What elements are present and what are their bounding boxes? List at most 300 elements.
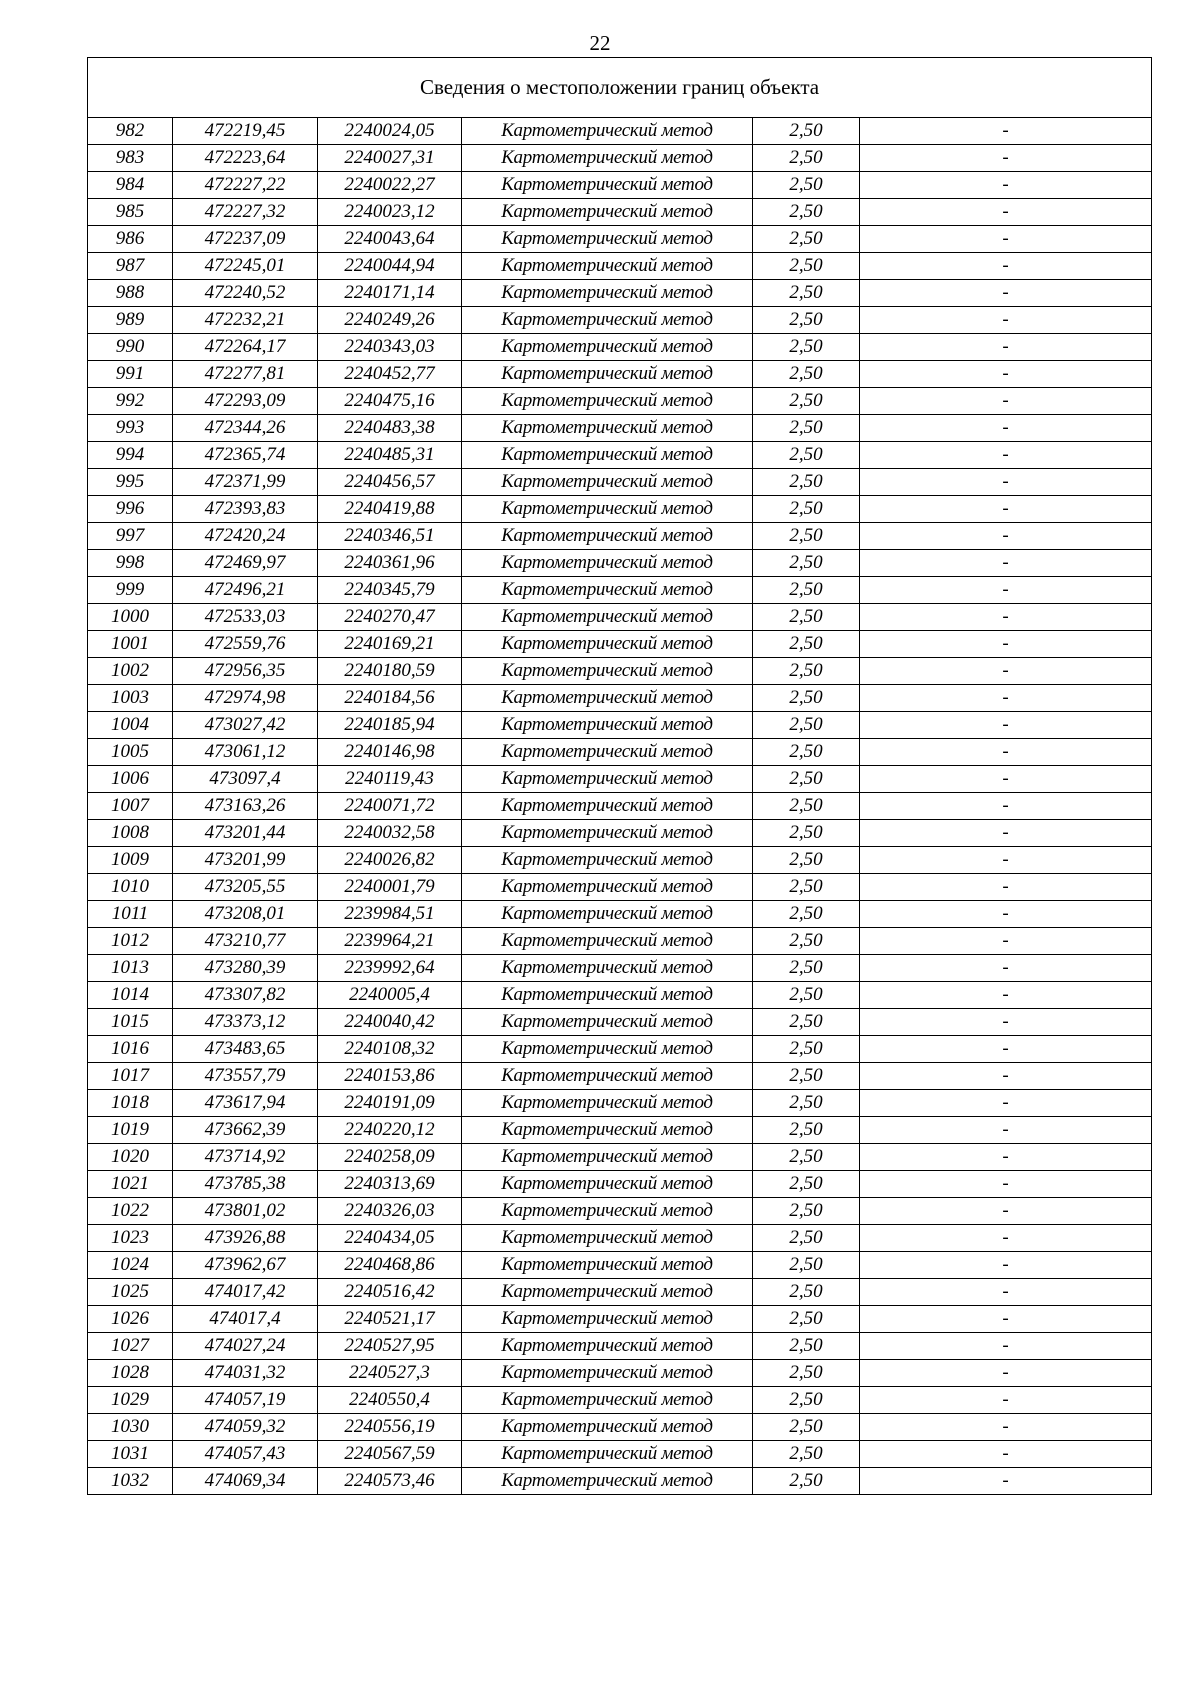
cell-coord-x: 473801,02 [173,1198,318,1225]
cell-coord-y: 2240005,4 [318,982,462,1009]
cell-accuracy: 2,50 [753,1225,860,1252]
cell-description: - [860,631,1152,658]
cell-accuracy: 2,50 [753,874,860,901]
cell-coord-y: 2240169,21 [318,631,462,658]
cell-point-number: 1006 [88,766,173,793]
cell-coord-x: 472974,98 [173,685,318,712]
cell-method: Картометрический метод [462,253,753,280]
table-row [88,442,1152,469]
cell-accuracy: 2,50 [753,469,860,496]
cell-point-number: 1032 [88,1468,173,1495]
cell-coord-y: 2240258,09 [318,1144,462,1171]
cell-description: - [860,496,1152,523]
cell-accuracy: 2,50 [753,1333,860,1360]
table-row [88,1144,1152,1171]
cell-coord-y: 2239984,51 [318,901,462,928]
cell-description: - [860,334,1152,361]
cell-point-number: 1011 [88,901,173,928]
cell-point-number: 988 [88,280,173,307]
cell-point-number: 994 [88,442,173,469]
cell-accuracy: 2,50 [753,1198,860,1225]
cell-coord-y: 2240220,12 [318,1117,462,1144]
cell-point-number: 984 [88,172,173,199]
cell-coord-x: 472219,45 [173,118,318,145]
cell-point-number: 1030 [88,1414,173,1441]
cell-method: Картометрический метод [462,172,753,199]
cell-accuracy: 2,50 [753,1252,860,1279]
cell-coord-x: 472277,81 [173,361,318,388]
cell-point-number: 1023 [88,1225,173,1252]
table-row [88,685,1152,712]
cell-accuracy: 2,50 [753,766,860,793]
cell-accuracy: 2,50 [753,901,860,928]
cell-description: - [860,1252,1152,1279]
cell-description: - [860,415,1152,442]
cell-accuracy: 2,50 [753,442,860,469]
cell-method: Картометрический метод [462,442,753,469]
cell-point-number: 1007 [88,793,173,820]
cell-description: - [860,1117,1152,1144]
cell-coord-x: 472365,74 [173,442,318,469]
cell-coord-y: 2240452,77 [318,361,462,388]
table-row [88,982,1152,1009]
cell-description: - [860,442,1152,469]
table-row [88,253,1152,280]
cell-point-number: 1012 [88,928,173,955]
cell-coord-x: 473617,94 [173,1090,318,1117]
cell-point-number: 990 [88,334,173,361]
cell-method: Картометрический метод [462,388,753,415]
cell-coord-y: 2240521,17 [318,1306,462,1333]
cell-coord-y: 2240044,94 [318,253,462,280]
cell-accuracy: 2,50 [753,523,860,550]
cell-coord-y: 2240043,64 [318,226,462,253]
table-row [88,1441,1152,1468]
cell-method: Картометрический метод [462,469,753,496]
cell-coord-x: 474057,43 [173,1441,318,1468]
table-row [88,874,1152,901]
cell-accuracy: 2,50 [753,955,860,982]
cell-accuracy: 2,50 [753,739,860,766]
cell-method: Картометрический метод [462,1225,753,1252]
cell-description: - [860,280,1152,307]
cell-coord-y: 2240024,05 [318,118,462,145]
cell-accuracy: 2,50 [753,1468,860,1495]
cell-method: Картометрический метод [462,361,753,388]
cell-accuracy: 2,50 [753,1144,860,1171]
cell-method: Картометрический метод [462,334,753,361]
cell-coord-x: 473280,39 [173,955,318,982]
cell-point-number: 1010 [88,874,173,901]
cell-point-number: 1024 [88,1252,173,1279]
table-row [88,1198,1152,1225]
table-row [88,1171,1152,1198]
cell-coord-y: 2240108,32 [318,1036,462,1063]
cell-method: Картометрический метод [462,1063,753,1090]
cell-method: Картометрический метод [462,145,753,172]
cell-method: Картометрический метод [462,496,753,523]
cell-coord-y: 2240071,72 [318,793,462,820]
cell-coord-y: 2240270,47 [318,604,462,631]
cell-method: Картометрический метод [462,415,753,442]
cell-description: - [860,685,1152,712]
cell-method: Картометрический метод [462,523,753,550]
cell-method: Картометрический метод [462,280,753,307]
cell-coord-y: 2240153,86 [318,1063,462,1090]
cell-coord-y: 2240032,58 [318,820,462,847]
cell-accuracy: 2,50 [753,280,860,307]
cell-accuracy: 2,50 [753,658,860,685]
table-row [88,1252,1152,1279]
cell-point-number: 1005 [88,739,173,766]
cell-description: - [860,658,1152,685]
cell-coord-y: 2240468,86 [318,1252,462,1279]
cell-description: - [860,1198,1152,1225]
cell-coord-x: 473027,42 [173,712,318,739]
table-row [88,523,1152,550]
cell-coord-x: 472237,09 [173,226,318,253]
cell-coord-y: 2240346,51 [318,523,462,550]
cell-accuracy: 2,50 [753,982,860,1009]
cell-coord-x: 474059,32 [173,1414,318,1441]
table-row [88,1333,1152,1360]
cell-description: - [860,1414,1152,1441]
cell-method: Картометрический метод [462,1468,753,1495]
cell-coord-y: 2240573,46 [318,1468,462,1495]
cell-coord-x: 473205,55 [173,874,318,901]
cell-accuracy: 2,50 [753,1171,860,1198]
cell-coord-y: 2240527,95 [318,1333,462,1360]
table-row [88,1387,1152,1414]
cell-accuracy: 2,50 [753,631,860,658]
cell-method: Картометрический метод [462,766,753,793]
cell-coord-y: 2240361,96 [318,550,462,577]
table-row [88,631,1152,658]
table-title: Сведения о местоположении границ объекта [88,58,1152,118]
cell-description: - [860,361,1152,388]
table-row [88,955,1152,982]
table-row [88,145,1152,172]
cell-point-number: 1019 [88,1117,173,1144]
cell-point-number: 998 [88,550,173,577]
cell-description: - [860,793,1152,820]
cell-description: - [860,199,1152,226]
cell-method: Картометрический метод [462,1090,753,1117]
cell-coord-y: 2240001,79 [318,874,462,901]
table-row [88,1279,1152,1306]
cell-coord-y: 2240191,09 [318,1090,462,1117]
table-row [88,1468,1152,1495]
cell-coord-y: 2240027,31 [318,145,462,172]
cell-coord-y: 2240567,59 [318,1441,462,1468]
cell-point-number: 982 [88,118,173,145]
cell-method: Картометрический метод [462,1414,753,1441]
cell-method: Картометрический метод [462,820,753,847]
table-body [88,118,1152,1495]
cell-coord-y: 2240026,82 [318,847,462,874]
cell-point-number: 1021 [88,1171,173,1198]
cell-accuracy: 2,50 [753,334,860,361]
cell-method: Картометрический метод [462,1360,753,1387]
cell-accuracy: 2,50 [753,226,860,253]
cell-method: Картометрический метод [462,631,753,658]
cell-method: Картометрический метод [462,1198,753,1225]
table-row [88,739,1152,766]
cell-coord-x: 472245,01 [173,253,318,280]
cell-coord-y: 2240556,19 [318,1414,462,1441]
cell-description: - [860,118,1152,145]
table-row [88,388,1152,415]
cell-accuracy: 2,50 [753,550,860,577]
cell-method: Картометрический метод [462,1171,753,1198]
cell-coord-x: 474069,34 [173,1468,318,1495]
cell-coord-x: 474027,24 [173,1333,318,1360]
table-row [88,820,1152,847]
cell-coord-x: 472232,21 [173,307,318,334]
cell-accuracy: 2,50 [753,172,860,199]
cell-description: - [860,523,1152,550]
cell-point-number: 1031 [88,1441,173,1468]
cell-method: Картометрический метод [462,793,753,820]
cell-description: - [860,172,1152,199]
cell-point-number: 1017 [88,1063,173,1090]
cell-coord-y: 2240326,03 [318,1198,462,1225]
cell-point-number: 993 [88,415,173,442]
cell-method: Картометрический метод [462,550,753,577]
cell-accuracy: 2,50 [753,1009,860,1036]
cell-point-number: 1028 [88,1360,173,1387]
cell-coord-x: 473201,44 [173,820,318,847]
cell-coord-x: 473163,26 [173,793,318,820]
cell-point-number: 1001 [88,631,173,658]
cell-point-number: 1003 [88,685,173,712]
cell-point-number: 992 [88,388,173,415]
table-row [88,847,1152,874]
cell-accuracy: 2,50 [753,1279,860,1306]
cell-accuracy: 2,50 [753,253,860,280]
cell-coord-y: 2240180,59 [318,658,462,685]
cell-coord-x: 472393,83 [173,496,318,523]
cell-accuracy: 2,50 [753,199,860,226]
cell-coord-x: 472496,21 [173,577,318,604]
cell-coord-y: 2240022,27 [318,172,462,199]
cell-point-number: 986 [88,226,173,253]
cell-coord-x: 474057,19 [173,1387,318,1414]
cell-description: - [860,388,1152,415]
cell-coord-y: 2240040,42 [318,1009,462,1036]
cell-description: - [860,1144,1152,1171]
cell-coord-x: 473557,79 [173,1063,318,1090]
cell-point-number: 1020 [88,1144,173,1171]
cell-method: Картометрический метод [462,1306,753,1333]
cell-coord-y: 2240343,03 [318,334,462,361]
cell-coord-x: 472344,26 [173,415,318,442]
cell-accuracy: 2,50 [753,793,860,820]
cell-method: Картометрический метод [462,982,753,1009]
cell-coord-y: 2240313,69 [318,1171,462,1198]
cell-coord-y: 2239964,21 [318,928,462,955]
cell-method: Картометрический метод [462,955,753,982]
cell-description: - [860,226,1152,253]
cell-coord-x: 474017,4 [173,1306,318,1333]
cell-description: - [860,550,1152,577]
cell-coord-y: 2240023,12 [318,199,462,226]
cell-coord-x: 473210,77 [173,928,318,955]
cell-point-number: 1008 [88,820,173,847]
cell-coord-y: 2240146,98 [318,739,462,766]
cell-coord-x: 472469,97 [173,550,318,577]
cell-method: Картометрический метод [462,1333,753,1360]
cell-point-number: 1004 [88,712,173,739]
cell-description: - [860,1306,1152,1333]
table-row [88,928,1152,955]
cell-description: - [860,1387,1152,1414]
cell-accuracy: 2,50 [753,307,860,334]
cell-coord-y: 2240456,57 [318,469,462,496]
cell-coord-x: 473662,39 [173,1117,318,1144]
cell-method: Картометрический метод [462,1036,753,1063]
cell-description: - [860,766,1152,793]
cell-method: Картометрический метод [462,118,753,145]
cell-description: - [860,1009,1152,1036]
cell-coord-x: 472264,17 [173,334,318,361]
cell-point-number: 999 [88,577,173,604]
table-row [88,604,1152,631]
table-row [88,172,1152,199]
cell-coord-y: 2240419,88 [318,496,462,523]
cell-description: - [860,982,1152,1009]
page-number: 22 [589,31,611,55]
cell-accuracy: 2,50 [753,1360,860,1387]
table-title-row [88,58,1152,118]
cell-method: Картометрический метод [462,307,753,334]
cell-accuracy: 2,50 [753,685,860,712]
table-row [88,280,1152,307]
cell-coord-y: 2240527,3 [318,1360,462,1387]
table-row [88,577,1152,604]
cell-coord-x: 473926,88 [173,1225,318,1252]
table-row [88,658,1152,685]
table-row [88,1036,1152,1063]
cell-coord-x: 472956,35 [173,658,318,685]
cell-coord-x: 472533,03 [173,604,318,631]
cell-description: - [860,604,1152,631]
cell-point-number: 989 [88,307,173,334]
cell-coord-x: 472240,52 [173,280,318,307]
cell-accuracy: 2,50 [753,928,860,955]
table-row [88,415,1152,442]
cell-coord-x: 473483,65 [173,1036,318,1063]
table-row [88,226,1152,253]
cell-coord-y: 2240345,79 [318,577,462,604]
table-row [88,307,1152,334]
cell-point-number: 1029 [88,1387,173,1414]
table-row [88,1090,1152,1117]
cell-description: - [860,1360,1152,1387]
table-row [88,1225,1152,1252]
cell-coord-x: 472293,09 [173,388,318,415]
cell-description: - [860,901,1152,928]
cell-description: - [860,847,1152,874]
cell-coord-x: 472420,24 [173,523,318,550]
cell-point-number: 1022 [88,1198,173,1225]
cell-method: Картометрический метод [462,874,753,901]
cell-description: - [860,577,1152,604]
cell-point-number: 985 [88,199,173,226]
cell-point-number: 1026 [88,1306,173,1333]
table-row [88,1360,1152,1387]
table-row [88,199,1152,226]
cell-coord-x: 473307,82 [173,982,318,1009]
cell-point-number: 996 [88,496,173,523]
cell-method: Картометрический метод [462,847,753,874]
cell-coord-y: 2240119,43 [318,766,462,793]
cell-description: - [860,712,1152,739]
cell-method: Картометрический метод [462,226,753,253]
cell-accuracy: 2,50 [753,1036,860,1063]
cell-accuracy: 2,50 [753,604,860,631]
cell-method: Картометрический метод [462,712,753,739]
cell-description: - [860,307,1152,334]
cell-coord-y: 2240434,05 [318,1225,462,1252]
cell-accuracy: 2,50 [753,118,860,145]
cell-coord-y: 2240171,14 [318,280,462,307]
table-row [88,1063,1152,1090]
cell-method: Картометрический метод [462,1387,753,1414]
table-row [88,1009,1152,1036]
cell-description: - [860,1090,1152,1117]
cell-point-number: 1027 [88,1333,173,1360]
cell-coord-x: 472559,76 [173,631,318,658]
cell-accuracy: 2,50 [753,1441,860,1468]
cell-point-number: 991 [88,361,173,388]
table-row [88,550,1152,577]
cell-method: Картометрический метод [462,1009,753,1036]
cell-method: Картометрический метод [462,604,753,631]
cell-accuracy: 2,50 [753,1414,860,1441]
cell-point-number: 1015 [88,1009,173,1036]
cell-coord-x: 474031,32 [173,1360,318,1387]
cell-coord-y: 2240249,26 [318,307,462,334]
cell-method: Картометрический метод [462,577,753,604]
cell-coord-y: 2240475,16 [318,388,462,415]
cell-method: Картометрический метод [462,739,753,766]
cell-description: - [860,1036,1152,1063]
cell-point-number: 995 [88,469,173,496]
cell-point-number: 983 [88,145,173,172]
cell-description: - [860,145,1152,172]
cell-coord-x: 473714,92 [173,1144,318,1171]
cell-description: - [860,1333,1152,1360]
cell-accuracy: 2,50 [753,1063,860,1090]
table-row [88,361,1152,388]
cell-description: - [860,874,1152,901]
cell-accuracy: 2,50 [753,145,860,172]
cell-description: - [860,739,1152,766]
cell-accuracy: 2,50 [753,1090,860,1117]
cell-coord-x: 472227,22 [173,172,318,199]
cell-accuracy: 2,50 [753,1306,860,1333]
cell-method: Картометрический метод [462,1252,753,1279]
cell-accuracy: 2,50 [753,577,860,604]
cell-point-number: 997 [88,523,173,550]
cell-description: - [860,469,1152,496]
cell-accuracy: 2,50 [753,1117,860,1144]
table-row [88,793,1152,820]
table-row [88,334,1152,361]
cell-coord-y: 2240485,31 [318,442,462,469]
cell-description: - [860,1063,1152,1090]
